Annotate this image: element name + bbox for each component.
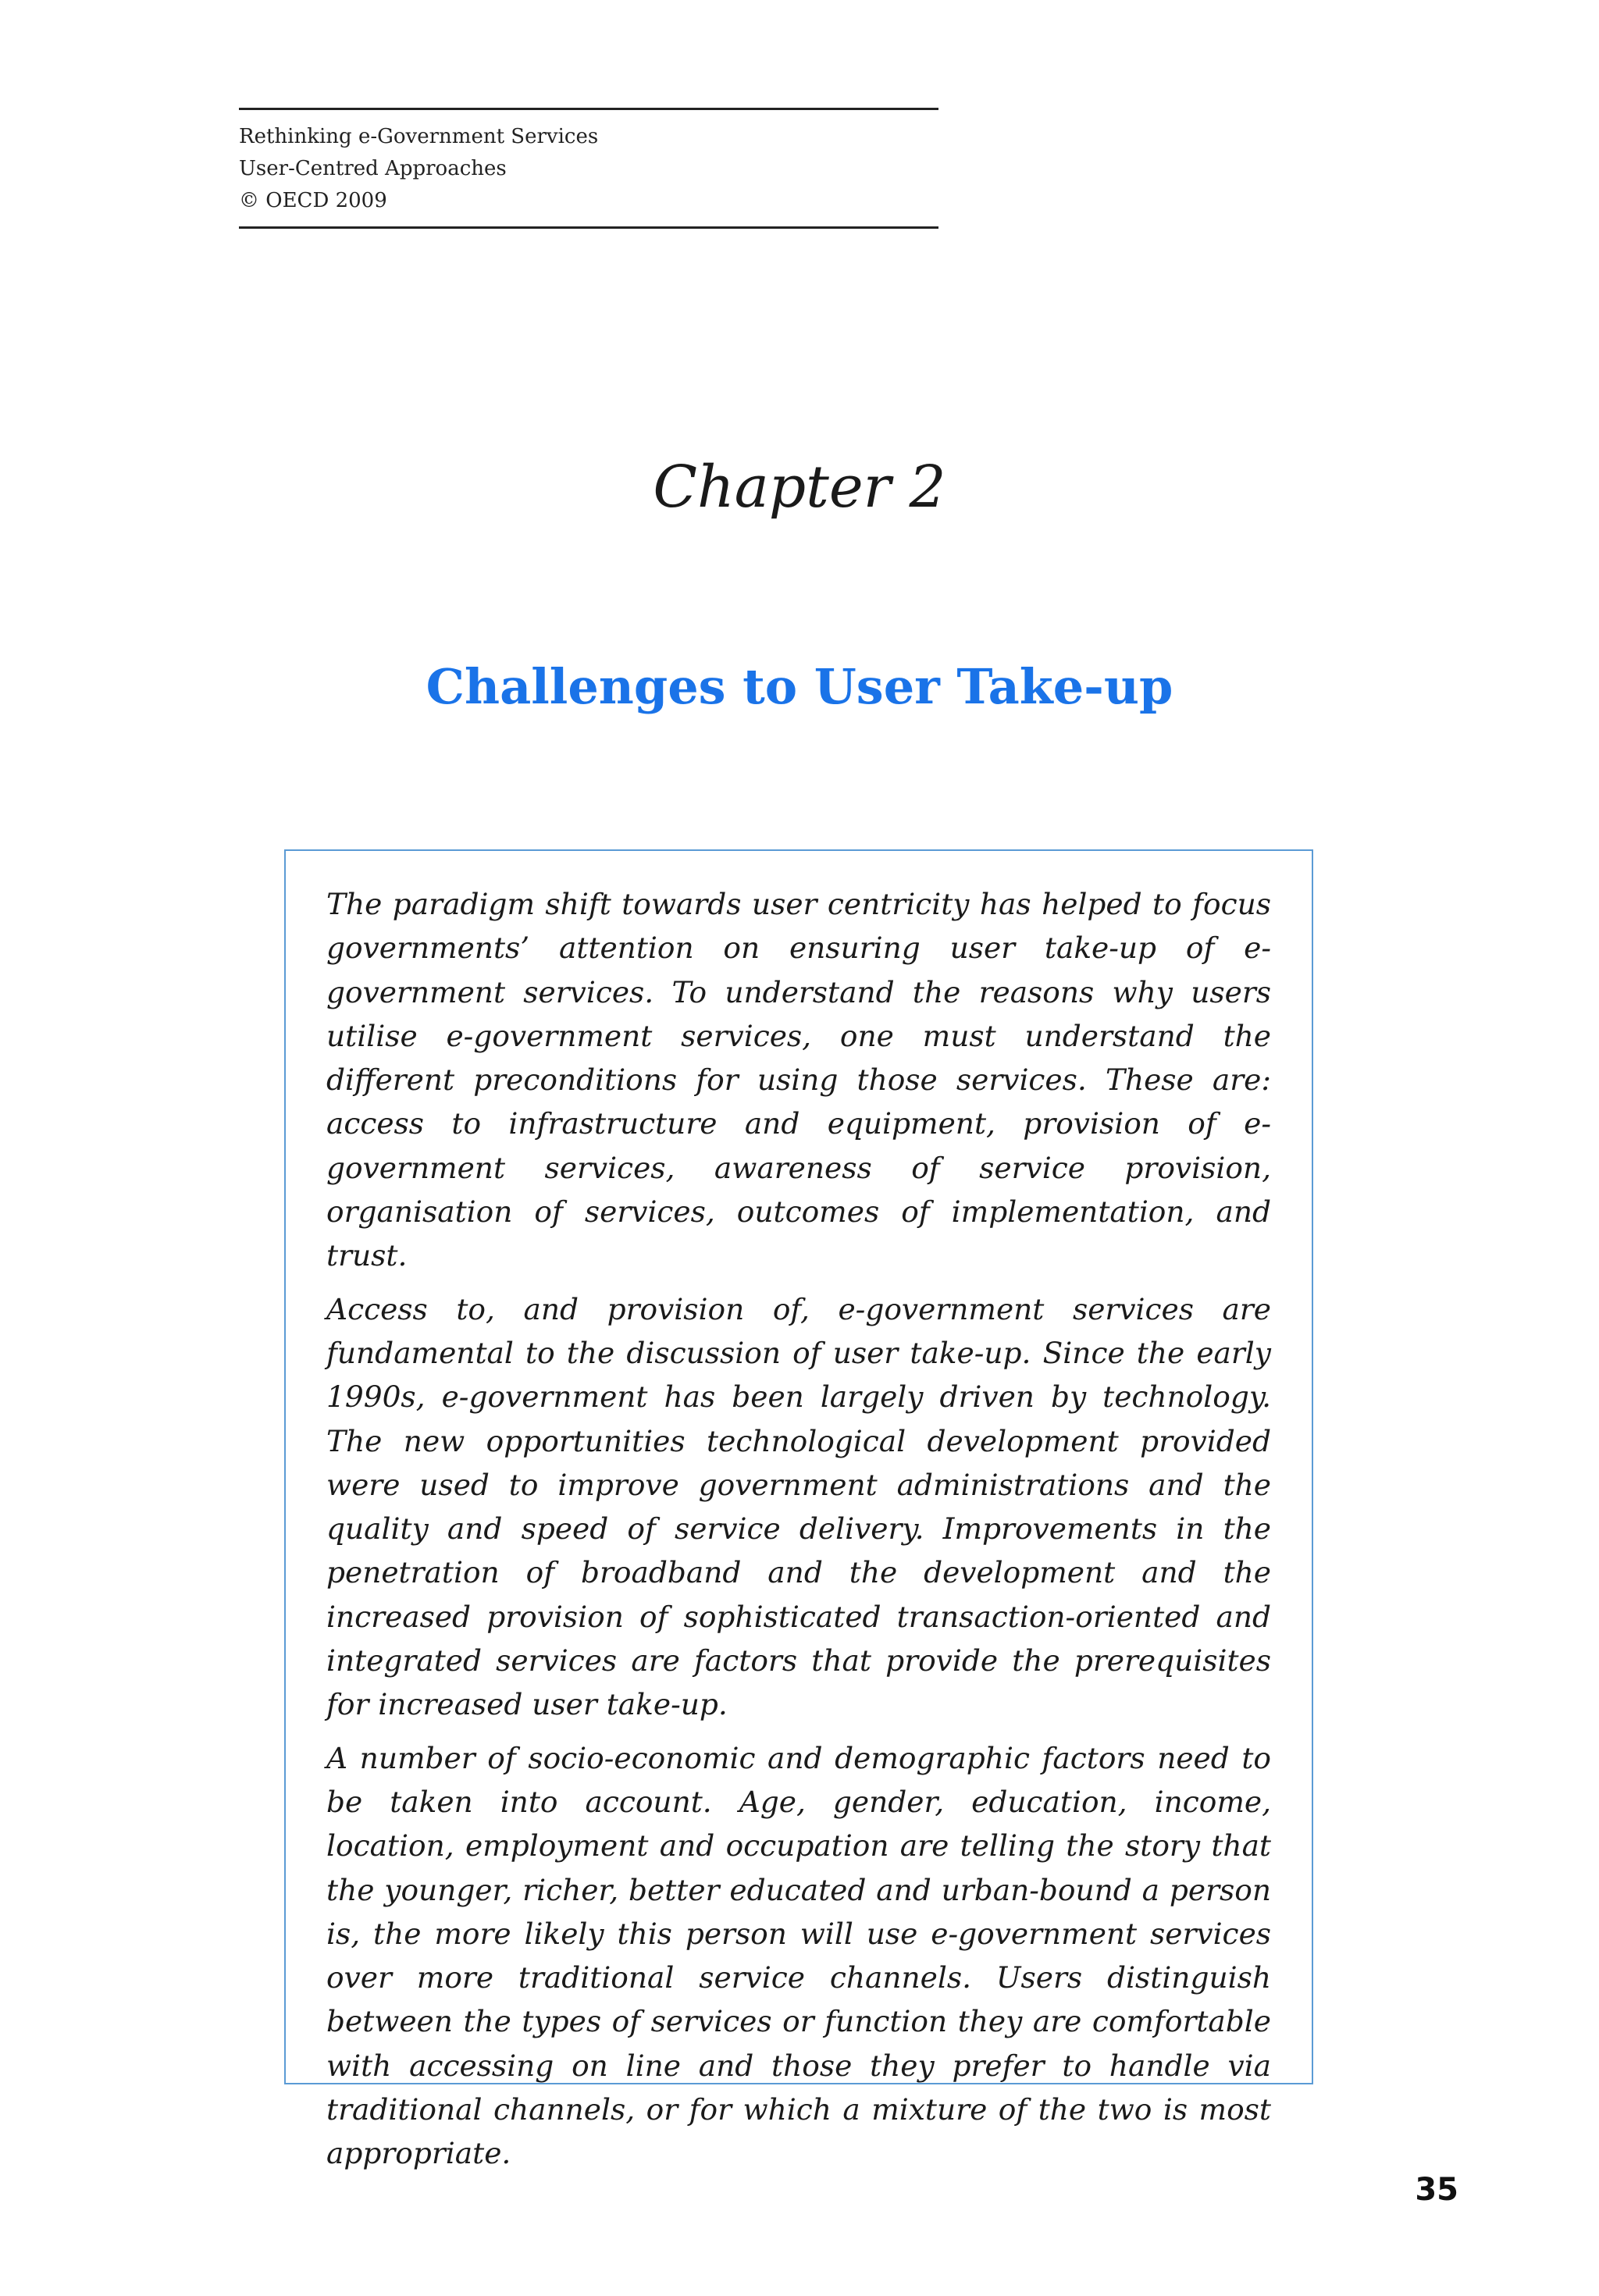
chapter-title: Challenges to User Take-up: [426, 658, 1173, 715]
summary-paragraph: Access to, and provision of, e-government services are fundamental to the discussion of user take-up. Since the early 1990s, e-government has been largely driven by technology. The new opportunities technological development provided were used to improve government administrations and the quality and speed of service delivery. Improvements in the penetration of broadband and the development and the increased provision of sophisticated transaction-oriented and integrated services are factors that provide the prerequisites for increased user take-up.: [326, 1291, 1271, 1722]
running-header: [239, 108, 938, 229]
page-number: 35: [1415, 2172, 1458, 2208]
summary-paragraph: A number of socio-economic and demographic factors need to be taken into account. Age, gender, education, income, location, employment and occupation are telling the story that the younger, richer, better educated and urban-bound a person is, the more likely this person will use e-government services over more traditional service channels. Users distinguish between the types of services or function they are comfortable with accessing on line and those they prefer to handle via traditional channels, or for which a mixture of the two is most appropriate.: [326, 1740, 1271, 2171]
header-book-title: Rethinking e-Government Services: [239, 125, 599, 148]
header-copyright: © OECD 2009: [239, 189, 387, 212]
chapter-number: Chapter 2: [653, 454, 946, 521]
chapter-summary-box: [284, 849, 1313, 2171]
header-book-subtitle: User-Centred Approaches: [239, 157, 507, 180]
summary-paragraph: The paradigm shift towards user centricity has helped to focus governments’ attention on ensuring user take-up of e-government services. To understand the reasons why users utilise e-government services, one must understand the different preconditions for using those services. These are: access to infrastructure and equipment, provision of e-government services, awareness of service provision, organisation of services, outcomes of implementation, and trust.: [326, 887, 1271, 1273]
